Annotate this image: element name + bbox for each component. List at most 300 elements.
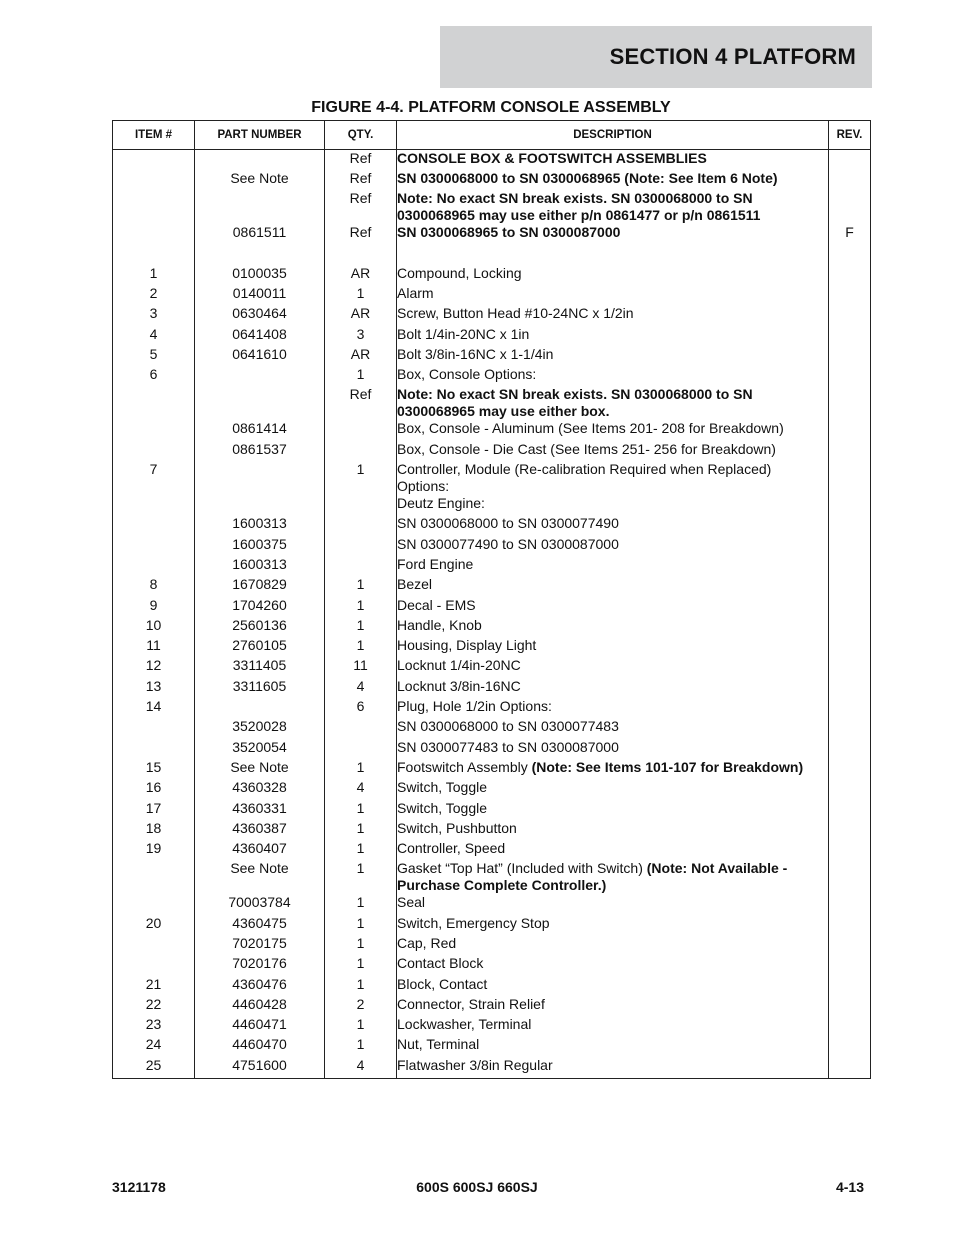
description-cell bbox=[397, 170, 829, 190]
description-text: Cap, Red bbox=[397, 935, 457, 951]
item-number-cell bbox=[113, 894, 195, 914]
qty-cell: 3 bbox=[325, 326, 397, 346]
table-row bbox=[113, 637, 871, 657]
table-row bbox=[113, 779, 871, 799]
footer-models: 600S 600SJ 660SJ bbox=[416, 1179, 538, 1195]
description-cell bbox=[397, 244, 829, 264]
description-cell bbox=[397, 285, 829, 305]
item-number-cell bbox=[113, 224, 195, 244]
description-cell bbox=[397, 657, 829, 677]
description-text: Compound, Locking bbox=[397, 264, 522, 281]
part-number-cell: 3311605 bbox=[195, 678, 325, 698]
qty-cell: Ref bbox=[325, 190, 397, 224]
description-cell bbox=[397, 617, 829, 637]
item-number-cell: 12 bbox=[113, 657, 195, 677]
description-text: Controller, Module (Re-calibration Required when Replaced) Options: bbox=[397, 461, 772, 495]
item-number-cell bbox=[113, 955, 195, 975]
qty-cell bbox=[325, 420, 397, 440]
part-number-cell: 4360476 bbox=[195, 976, 325, 996]
col-header-part-number: PART NUMBER bbox=[195, 121, 325, 150]
qty-cell: Ref bbox=[325, 170, 397, 190]
item-number-cell: 22 bbox=[113, 996, 195, 1016]
item-number-cell bbox=[113, 739, 195, 759]
rev-cell bbox=[829, 820, 871, 840]
rev-cell bbox=[829, 718, 871, 738]
qty-cell: 4 bbox=[325, 779, 397, 799]
table-row bbox=[113, 955, 871, 975]
table-row bbox=[113, 657, 871, 677]
item-number-cell: 20 bbox=[113, 915, 195, 935]
parts-table-body bbox=[113, 150, 871, 1079]
item-number-cell: 11 bbox=[113, 637, 195, 657]
part-number-cell bbox=[195, 495, 325, 515]
part-number-cell: 0641408 bbox=[195, 326, 325, 346]
description-cell bbox=[397, 894, 829, 914]
qty-cell: 1 bbox=[325, 461, 397, 495]
qty-cell bbox=[325, 515, 397, 535]
description-cell bbox=[397, 739, 829, 759]
item-number-cell bbox=[113, 170, 195, 190]
description-cell bbox=[397, 935, 829, 955]
description-cell bbox=[397, 224, 829, 244]
description-cell bbox=[397, 955, 829, 975]
table-row bbox=[113, 461, 871, 495]
table-row bbox=[113, 718, 871, 738]
item-number-cell bbox=[113, 536, 195, 556]
rev-cell bbox=[829, 617, 871, 637]
description-text: Seal bbox=[397, 894, 426, 911]
qty-cell: 1 bbox=[325, 617, 397, 637]
qty-cell: 1 bbox=[325, 285, 397, 305]
item-number-cell: 18 bbox=[113, 820, 195, 840]
item-number-cell: 8 bbox=[113, 576, 195, 596]
qty-cell: Ref bbox=[325, 386, 397, 420]
item-number-cell: 3 bbox=[113, 305, 195, 325]
qty-cell bbox=[325, 441, 397, 461]
description-text: (Note: See Items 101-107 for Breakdown) bbox=[531, 758, 804, 775]
rev-cell bbox=[829, 779, 871, 799]
rev-cell bbox=[829, 860, 871, 894]
description-cell bbox=[397, 779, 829, 799]
col-header-qty: QTY. bbox=[325, 121, 397, 150]
rev-cell bbox=[829, 326, 871, 346]
part-number-cell bbox=[195, 150, 325, 170]
rev-cell bbox=[829, 800, 871, 820]
rev-cell bbox=[829, 244, 871, 264]
rev-cell bbox=[829, 305, 871, 325]
description-cell bbox=[397, 346, 829, 366]
rev-cell bbox=[829, 1016, 871, 1036]
description-text: SN 0300068000 to SN 0300068965 (Note: See Item 6 Note) bbox=[397, 169, 778, 186]
table-row bbox=[113, 617, 871, 637]
item-number-cell: 21 bbox=[113, 976, 195, 996]
item-number-cell: 24 bbox=[113, 1036, 195, 1056]
description-text: Block, Contact bbox=[397, 975, 488, 992]
section-heading-box bbox=[440, 26, 872, 88]
rev-cell bbox=[829, 285, 871, 305]
qty-cell: Ref bbox=[325, 224, 397, 244]
description-text: Gasket “Top Hat” (Included with Switch) bbox=[397, 860, 647, 877]
rev-cell bbox=[829, 678, 871, 698]
part-number-cell: 4360328 bbox=[195, 779, 325, 799]
qty-cell bbox=[325, 495, 397, 515]
item-number-cell: 5 bbox=[113, 346, 195, 366]
qty-cell: 2 bbox=[325, 996, 397, 1016]
part-number-cell: 4460428 bbox=[195, 996, 325, 1016]
table-row bbox=[113, 224, 871, 244]
description-text: SN 0300077490 to SN 0300087000 bbox=[397, 535, 619, 552]
qty-cell: 1 bbox=[325, 1016, 397, 1036]
qty-cell: 1 bbox=[325, 894, 397, 914]
item-number-cell: 4 bbox=[113, 326, 195, 346]
table-row bbox=[113, 820, 871, 840]
description-text: Handle, Knob bbox=[397, 616, 482, 633]
rev-cell bbox=[829, 996, 871, 1016]
qty-cell bbox=[325, 556, 397, 576]
qty-cell: AR bbox=[325, 346, 397, 366]
table-row bbox=[113, 894, 871, 914]
table-row bbox=[113, 996, 871, 1016]
table-row bbox=[113, 1016, 871, 1036]
qty-cell: 1 bbox=[325, 637, 397, 657]
description-cell bbox=[397, 461, 829, 495]
description-cell bbox=[397, 915, 829, 935]
rev-cell bbox=[829, 265, 871, 285]
description-cell bbox=[397, 1016, 829, 1036]
qty-cell: 1 bbox=[325, 597, 397, 617]
part-number-cell: 0630464 bbox=[195, 305, 325, 325]
part-number-cell: 0100035 bbox=[195, 265, 325, 285]
description-text: Bolt 1/4in-20NC x 1in bbox=[397, 325, 530, 342]
part-number-cell: 4360407 bbox=[195, 840, 325, 860]
item-number-cell bbox=[113, 190, 195, 224]
description-cell bbox=[397, 637, 829, 657]
table-row bbox=[113, 346, 871, 366]
table-row bbox=[113, 515, 871, 535]
table-row bbox=[113, 495, 871, 515]
table-row bbox=[113, 915, 871, 935]
description-cell bbox=[397, 597, 829, 617]
part-number-cell: See Note bbox=[195, 759, 325, 779]
item-number-cell: 17 bbox=[113, 800, 195, 820]
part-number-cell: 7020175 bbox=[195, 935, 325, 955]
qty-cell: AR bbox=[325, 265, 397, 285]
item-number-cell: 15 bbox=[113, 759, 195, 779]
rev-cell bbox=[829, 976, 871, 996]
description-cell bbox=[397, 326, 829, 346]
description-cell bbox=[397, 1036, 829, 1056]
part-number-cell bbox=[195, 386, 325, 420]
item-number-cell bbox=[113, 515, 195, 535]
description-cell bbox=[397, 495, 829, 515]
item-number-cell: 14 bbox=[113, 698, 195, 718]
table-row bbox=[113, 326, 871, 346]
part-number-cell: 4751600 bbox=[195, 1057, 325, 1079]
rev-cell bbox=[829, 915, 871, 935]
rev-cell bbox=[829, 597, 871, 617]
table-row bbox=[113, 759, 871, 779]
table-row bbox=[113, 170, 871, 190]
qty-cell: 1 bbox=[325, 840, 397, 860]
description-cell bbox=[397, 536, 829, 556]
description-text: Screw, Button Head #10-24NC x 1/2in bbox=[397, 305, 634, 322]
rev-cell bbox=[829, 894, 871, 914]
item-number-cell: 7 bbox=[113, 461, 195, 495]
table-row bbox=[113, 536, 871, 556]
description-cell bbox=[397, 678, 829, 698]
part-number-cell: 1600375 bbox=[195, 536, 325, 556]
description-text: SN 0300068965 to SN 0300087000 bbox=[397, 224, 621, 241]
qty-cell bbox=[325, 739, 397, 759]
rev-cell bbox=[829, 955, 871, 975]
description-cell bbox=[397, 441, 829, 461]
qty-cell bbox=[325, 718, 397, 738]
description-text: Locknut 1/4in-20NC bbox=[397, 657, 521, 674]
description-text: Switch, Toggle bbox=[397, 799, 488, 816]
part-number-cell: 2760105 bbox=[195, 637, 325, 657]
rev-cell bbox=[829, 657, 871, 677]
item-number-cell bbox=[113, 495, 195, 515]
description-cell bbox=[397, 718, 829, 738]
part-number-cell: 4360331 bbox=[195, 800, 325, 820]
part-number-cell: 7020176 bbox=[195, 955, 325, 975]
rev-cell bbox=[829, 461, 871, 495]
item-number-cell bbox=[113, 244, 195, 264]
part-number-cell: 4360475 bbox=[195, 915, 325, 935]
part-number-cell: 1600313 bbox=[195, 556, 325, 576]
table-row bbox=[113, 860, 871, 894]
description-cell bbox=[397, 1057, 829, 1079]
description-text: Box, Console Options: bbox=[397, 366, 537, 383]
table-row bbox=[113, 420, 871, 440]
description-cell bbox=[397, 515, 829, 535]
rev-cell bbox=[829, 441, 871, 461]
rev-cell bbox=[829, 495, 871, 515]
description-cell bbox=[397, 996, 829, 1016]
qty-cell: 4 bbox=[325, 1057, 397, 1079]
qty-cell: 11 bbox=[325, 657, 397, 677]
part-number-cell bbox=[195, 190, 325, 224]
part-number-cell: 0641610 bbox=[195, 346, 325, 366]
table-row bbox=[113, 1057, 871, 1079]
description-cell bbox=[397, 305, 829, 325]
part-number-cell: 0140011 bbox=[195, 285, 325, 305]
description-cell bbox=[397, 840, 829, 860]
parts-table bbox=[112, 120, 871, 1079]
table-row bbox=[113, 190, 871, 224]
table-row bbox=[113, 976, 871, 996]
rev-cell bbox=[829, 190, 871, 224]
rev-cell bbox=[829, 366, 871, 386]
table-row bbox=[113, 366, 871, 386]
description-text: SN 0300068000 to SN 0300077490 bbox=[397, 515, 619, 532]
rev-cell bbox=[829, 739, 871, 759]
description-text: Housing, Display Light bbox=[397, 637, 537, 654]
description-text: Footswitch Assembly bbox=[397, 758, 532, 775]
table-row bbox=[113, 800, 871, 820]
rev-cell bbox=[829, 840, 871, 860]
qty-cell: 1 bbox=[325, 860, 397, 894]
description-text: Box, Console - Die Cast (See Items 251- 256 for Breakdown) bbox=[397, 440, 776, 457]
description-cell bbox=[397, 190, 829, 224]
qty-cell: 1 bbox=[325, 976, 397, 996]
part-number-cell: 1600313 bbox=[195, 515, 325, 535]
description-cell bbox=[397, 698, 829, 718]
table-row bbox=[113, 441, 871, 461]
rev-cell bbox=[829, 170, 871, 190]
part-number-cell: 70003784 bbox=[195, 894, 325, 914]
table-row bbox=[113, 244, 871, 264]
qty-cell: 1 bbox=[325, 366, 397, 386]
description-text: Bolt 3/8in-16NC x 1-1/4in bbox=[397, 345, 554, 362]
rev-cell bbox=[829, 759, 871, 779]
description-text: SN 0300077483 to SN 0300087000 bbox=[397, 738, 619, 755]
table-header-row bbox=[113, 121, 871, 150]
item-number-cell: 1 bbox=[113, 265, 195, 285]
table-row bbox=[113, 265, 871, 285]
part-number-cell: 2560136 bbox=[195, 617, 325, 637]
part-number-cell: 1670829 bbox=[195, 576, 325, 596]
rev-cell bbox=[829, 420, 871, 440]
item-number-cell bbox=[113, 860, 195, 894]
qty-cell: 1 bbox=[325, 576, 397, 596]
qty-cell bbox=[325, 536, 397, 556]
item-number-cell bbox=[113, 935, 195, 955]
qty-cell: 1 bbox=[325, 915, 397, 935]
description-text: Contact Block bbox=[397, 955, 484, 972]
rev-cell bbox=[829, 637, 871, 657]
qty-cell: 1 bbox=[325, 1036, 397, 1056]
section-heading: SECTION 4 PLATFORM bbox=[609, 44, 856, 69]
col-header-description: DESCRIPTION bbox=[397, 121, 829, 150]
item-number-cell: 23 bbox=[113, 1016, 195, 1036]
description-text: Plug, Hole 1/2in Options: bbox=[397, 698, 552, 715]
part-number-cell bbox=[195, 244, 325, 264]
part-number-cell: 4360387 bbox=[195, 820, 325, 840]
rev-cell bbox=[829, 346, 871, 366]
part-number-cell: 4460470 bbox=[195, 1036, 325, 1056]
description-cell bbox=[397, 820, 829, 840]
description-text: (Note: Not Available - Purchase Complete Controller.) bbox=[397, 860, 788, 894]
table-row bbox=[113, 305, 871, 325]
part-number-cell: 0861511 bbox=[195, 224, 325, 244]
item-number-cell bbox=[113, 386, 195, 420]
description-text: Locknut 3/8in-16NC bbox=[397, 677, 521, 694]
description-text: Note: No exact SN break exists. SN 0300068000 to SN 0300068965 may use either box. bbox=[397, 386, 753, 420]
description-text: Flatwasher 3/8in Regular bbox=[397, 1056, 553, 1073]
description-text: Box, Console - Aluminum (See Items 201- 208 for Breakdown) bbox=[397, 420, 784, 437]
item-number-cell: 9 bbox=[113, 597, 195, 617]
footer-page-number: 4-13 bbox=[835, 1179, 864, 1195]
item-number-cell bbox=[113, 420, 195, 440]
description-cell bbox=[397, 759, 829, 779]
part-number-cell bbox=[195, 366, 325, 386]
description-cell bbox=[397, 386, 829, 420]
item-number-cell: 25 bbox=[113, 1057, 195, 1079]
qty-cell: 1 bbox=[325, 935, 397, 955]
rev-cell bbox=[829, 1036, 871, 1056]
description-text: Decal - EMS bbox=[397, 596, 476, 613]
qty-cell: 1 bbox=[325, 759, 397, 779]
qty-cell bbox=[325, 244, 397, 264]
part-number-cell: 0861537 bbox=[195, 441, 325, 461]
qty-cell: Ref bbox=[325, 150, 397, 170]
qty-cell: 1 bbox=[325, 820, 397, 840]
description-text: Switch, Toggle bbox=[397, 779, 488, 796]
item-number-cell bbox=[113, 150, 195, 170]
table-row bbox=[113, 285, 871, 305]
qty-cell: 4 bbox=[325, 678, 397, 698]
qty-cell: 1 bbox=[325, 955, 397, 975]
part-number-cell: 0861414 bbox=[195, 420, 325, 440]
rev-cell bbox=[829, 515, 871, 535]
description-cell bbox=[397, 150, 829, 170]
rev-cell bbox=[829, 1057, 871, 1079]
part-number-cell bbox=[195, 461, 325, 495]
description-text: Controller, Speed bbox=[397, 840, 506, 857]
part-number-cell: 3520028 bbox=[195, 718, 325, 738]
description-cell bbox=[397, 800, 829, 820]
description-text: Lockwasher, Terminal bbox=[397, 1016, 532, 1033]
qty-cell: AR bbox=[325, 305, 397, 325]
rev-cell bbox=[829, 536, 871, 556]
description-text: Bezel bbox=[397, 576, 433, 593]
description-text: Note: No exact SN break exists. SN 0300068000 to SN 0300068965 may use either p/n 0861477 or p/n 0861511 bbox=[397, 190, 761, 224]
description-text: SN 0300068000 to SN 0300077483 bbox=[397, 718, 619, 735]
part-number-cell: See Note bbox=[195, 170, 325, 190]
part-number-cell: See Note bbox=[195, 860, 325, 894]
description-text: Ford Engine bbox=[397, 555, 474, 572]
table-row bbox=[113, 935, 871, 955]
item-number-cell bbox=[113, 718, 195, 738]
footer-doc-number: 3121178 bbox=[112, 1179, 166, 1195]
description-cell bbox=[397, 556, 829, 576]
table-row bbox=[113, 150, 871, 170]
part-number-cell: 3520054 bbox=[195, 739, 325, 759]
table-row bbox=[113, 739, 871, 759]
rev-cell bbox=[829, 150, 871, 170]
table-row bbox=[113, 1036, 871, 1056]
table-row bbox=[113, 678, 871, 698]
item-number-cell: 6 bbox=[113, 366, 195, 386]
qty-cell: 1 bbox=[325, 800, 397, 820]
description-cell bbox=[397, 576, 829, 596]
figure-title: FIGURE 4-4. PLATFORM CONSOLE ASSEMBLY bbox=[311, 99, 671, 116]
rev-cell bbox=[829, 386, 871, 420]
description-cell bbox=[397, 860, 829, 894]
rev-cell: F bbox=[829, 224, 871, 244]
description-cell bbox=[397, 976, 829, 996]
description-text: Switch, Pushbutton bbox=[397, 819, 517, 836]
description-text: CONSOLE BOX & FOOTSWITCH ASSEMBLIES bbox=[397, 150, 707, 166]
item-number-cell: 2 bbox=[113, 285, 195, 305]
item-number-cell bbox=[113, 441, 195, 461]
description-cell bbox=[397, 265, 829, 285]
table-row bbox=[113, 576, 871, 596]
description-text: Connector, Strain Relief bbox=[397, 995, 545, 1012]
table-row bbox=[113, 386, 871, 420]
description-cell bbox=[397, 366, 829, 386]
table-row bbox=[113, 840, 871, 860]
item-number-cell: 19 bbox=[113, 840, 195, 860]
rev-cell bbox=[829, 698, 871, 718]
col-header-rev: REV. bbox=[829, 121, 871, 150]
item-number-cell bbox=[113, 556, 195, 576]
part-number-cell: 1704260 bbox=[195, 597, 325, 617]
col-header-item: ITEM # bbox=[113, 121, 195, 150]
description-text: Alarm bbox=[397, 284, 434, 301]
qty-cell: 6 bbox=[325, 698, 397, 718]
